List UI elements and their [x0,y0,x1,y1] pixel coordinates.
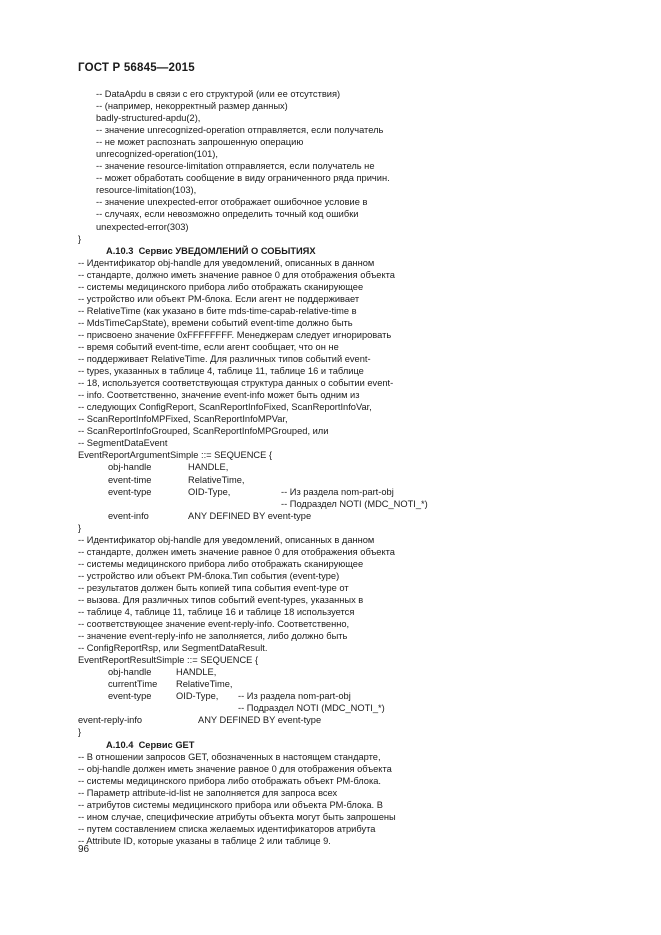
field-name: event-type [108,691,152,702]
field-type: HANDLE, [176,667,217,678]
closing-brace: } [78,727,82,738]
struct-field-row [78,714,578,726]
closing-brace: } [78,233,82,244]
text-line: -- присвоено значение 0xFFFFFFFF. Менеджерам следует игнорировать [78,329,392,340]
text-line: -- obj-handle должен иметь значение равное 0 для отображения объекта [78,763,392,774]
text-line: -- info. Соответственно, значение event-info может быть одним из [78,390,360,401]
text-line: badly-structured-apdu(2), [96,113,201,124]
text-line: -- Параметр attribute-id-list не заполняется для запроса всех [78,787,338,798]
text-line: unrecognized-operation(101), [96,149,218,160]
struct-field-row [78,678,578,690]
section-number: А.10.3 [106,245,134,256]
field-type: OID-Type, [188,486,231,497]
page-body [78,88,578,847]
section-heading-a103 [78,245,578,257]
struct-field-row [78,498,578,510]
text-line: -- атрибутов системы медицинского прибора или объекта PM-блока. В [78,799,383,810]
text-line: -- соответствующее значение event-reply-info. Соответственно, [78,619,350,630]
text-line: -- ConfigReportRsp, или SegmentDataResult. [78,643,268,654]
text-line: -- 18, используется соответствующая структура данных о событии event- [78,378,394,389]
text-line: -- результатов должен быть копией типа события event-type от [78,582,349,593]
text-line: -- стандарте, должно иметь значение равное 0 для отображения объекта [78,269,395,280]
struct-field-row [78,486,578,498]
section-title: Сервис УВЕДОМЛЕНИЙ О СОБЫТИЯХ [138,245,316,256]
struct-field-row [78,702,578,714]
error-codes-block [78,88,578,233]
text-line: -- (например, некорректный размер данных) [96,101,288,112]
field-name: currentTime [108,679,158,690]
field-comment: -- Из раздела nom-part-obj [281,486,394,497]
text-line: -- не может распознать запрошенную операцию [96,137,304,148]
text-line: -- поддерживает RelativeTime. Для различных типов событий event- [78,354,371,365]
text-line: -- следующих ConfigReport, ScanReportInfoFixed, ScanReportInfoVar, [78,402,372,413]
field-type: OID-Type, [176,691,219,702]
text-line: -- MdsTimeCapState), времени событий event-time должно быть [78,317,353,328]
field-comment: -- Из раздела nom-part-obj [238,691,351,702]
text-line: -- системы медицинского прибора либо отображать сканирующее [78,281,364,292]
field-comment: -- Подраздел NOTI (MDC_NOTI_*) [281,498,428,509]
struct-header: EventReportArgumentSimple ::= SEQUENCE { [78,450,273,461]
event-report-comment-block [78,257,578,450]
text-line: -- ином случае, специфические атрибуты объекта могут быть запрошены [78,811,396,822]
text-line: -- случаях, если невозможно определить точный код ошибки [96,209,359,220]
text-line: -- В отношении запросов GET, обозначенных в настоящем стандарте, [78,751,381,762]
struct-field-row [78,474,578,486]
field-type: ANY DEFINED BY event-type [188,510,312,521]
struct-header: EventReportResultSimple ::= SEQUENCE { [78,655,259,666]
event-report-argument-fields [78,461,578,521]
section-number: А.10.4 [106,739,134,750]
event-result-comment-block [78,534,578,654]
text-line: -- Attribute ID, которые указаны в таблице 2 или таблице 9. [78,835,331,846]
field-name: event-time [108,474,152,485]
text-line: -- таблице 4, таблице 11, таблице 16 и таблице 18 используется [78,607,355,618]
field-name: obj-handle [108,667,152,678]
text-line: -- устройство или объект PM-блока.Тип события (event-type) [78,570,340,581]
text-line: -- путем составлением списка желаемых идентификаторов атрибута [78,823,376,834]
text-line: -- Идентификатор obj-handle для уведомлений, описанных в данном [78,257,375,268]
field-comment: -- Подраздел NOTI (MDC_NOTI_*) [238,703,385,714]
field-name: event-reply-info [78,715,143,726]
text-line: -- значение event-reply-info не заполняется, либо должно быть [78,631,348,642]
text-line: -- значение unexpected-error отображает ошибочное условие в [96,197,368,208]
text-line: -- SegmentDataEvent [78,438,168,449]
text-line: -- системы медицинского прибора либо отображать объект PM-блока. [78,775,381,786]
text-line: -- системы медицинского прибора либо отображать сканирующее [78,558,364,569]
section-title: Сервис GET [138,739,195,750]
closing-brace: } [78,522,82,533]
field-name: obj-handle [108,462,152,473]
struct-field-row [78,510,578,522]
field-name: event-info [108,510,149,521]
text-line: -- может обработать сообщение в виду ограниченного ряда причин. [96,173,390,184]
text-line: -- ScanReportInfoGrouped, ScanReportInfoMPGrouped, или [78,426,329,437]
text-line: -- Идентификатор obj-handle для уведомлений, описанных в данном [78,534,375,545]
field-type: RelativeTime, [188,474,245,485]
text-line: -- ScanReportInfoMPFixed, ScanReportInfoMPVar, [78,414,288,425]
page-number: 96 [78,844,90,855]
text-line: -- вызова. Для различных типов событий event-types, указанных в [78,594,364,605]
text-line: -- значение resource-limitation отправляется, если получатель не [96,161,375,172]
text-line: -- время событий event-time, если агент сообщает, что он не [78,341,339,352]
text-line: resource-limitation(103), [96,185,197,196]
get-service-comment-block [78,751,578,847]
text-line: -- стандарте, должен иметь значение равное 0 для отображения объекта [78,546,395,557]
struct-field-row [78,666,578,678]
field-type: HANDLE, [188,462,229,473]
struct-field-row [78,461,578,473]
text-line: -- устройство или объект PM-блока. Если агент не поддерживает [78,293,360,304]
text-line: -- types, указанных в таблице 4, таблице 11, таблице 16 и таблице [78,366,364,377]
field-type: RelativeTime, [176,679,233,690]
section-heading-a104 [78,739,578,751]
text-line: unexpected-error(303) [96,221,189,232]
event-report-result-fields [78,666,578,714]
text-line: -- значение unrecognized-operation отправляется, если получатель [96,125,384,136]
field-type: ANY DEFINED BY event-type [198,715,322,726]
field-name: event-type [108,486,152,497]
text-line: -- DataApdu в связи с его структурой (или ее отсутствия) [96,89,341,99]
document-header: ГОСТ Р 56845—2015 [78,62,195,74]
struct-field-row [78,690,578,702]
text-line: -- RelativeTime (как указано в бите mds-time-capab-relative-time в [78,305,357,316]
